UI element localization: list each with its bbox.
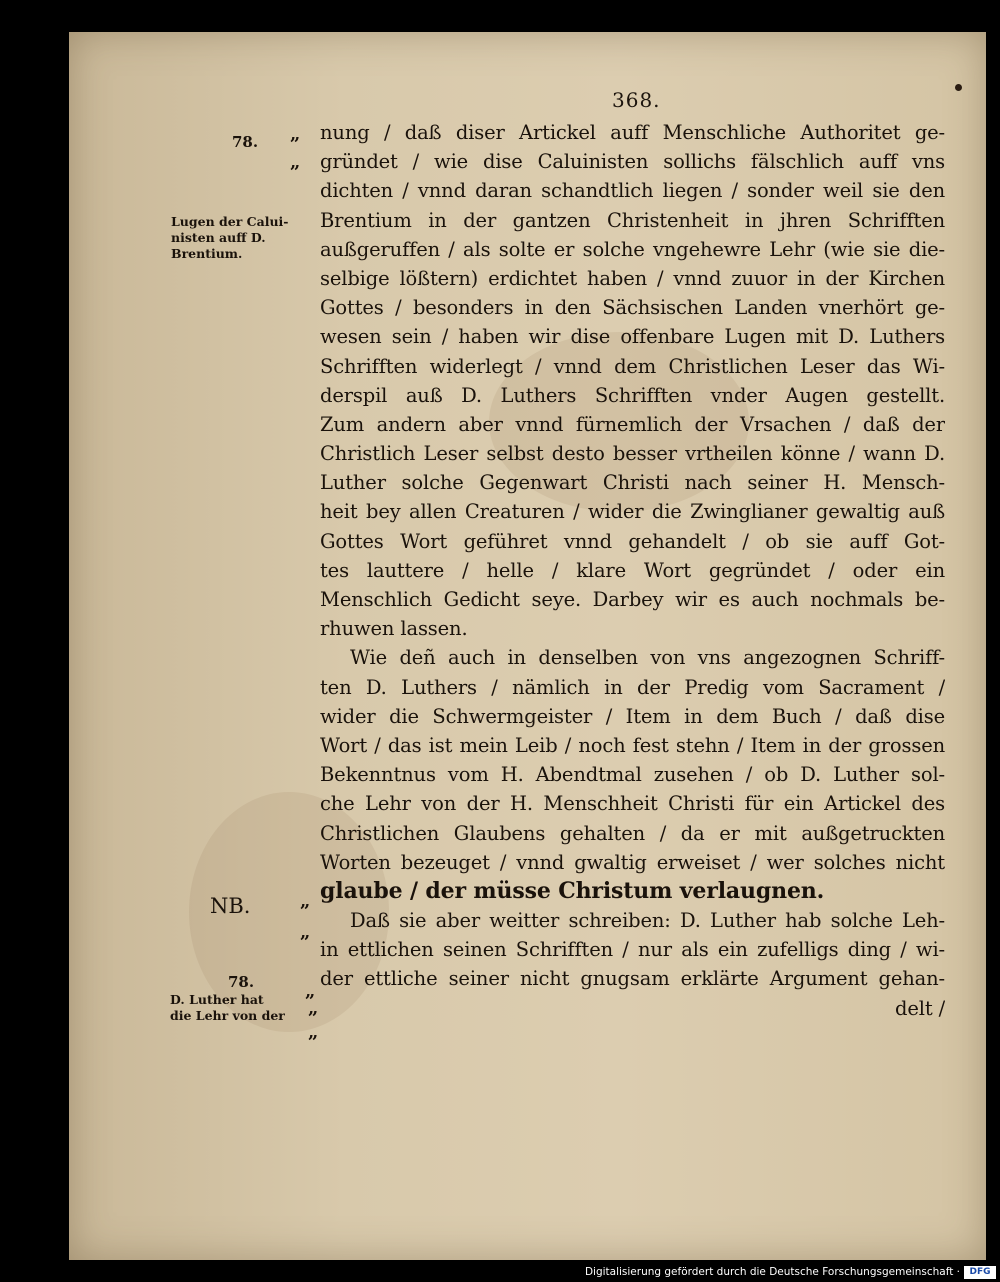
quote-mark: „ (300, 922, 310, 943)
text-line: Daß sie aber weitter schreiben: D. Luther hab solche Leh- (350, 909, 945, 933)
quote-mark: „ (308, 1022, 318, 1043)
main-text (320, 118, 945, 1023)
footer-bar (0, 1264, 1000, 1282)
margin-note-line: Lugen der Calui- (171, 214, 289, 229)
margin-note-line: Brentium. (171, 246, 243, 261)
quote-mark: „ (308, 998, 318, 1019)
text-line: rhuwen lassen. (320, 617, 468, 641)
text-line: Gottes Wort geführet vnnd gehandelt / ob sie auff Got- (320, 529, 945, 553)
text-line: Gottes / besonders in den Sächsischen Landen vnerhört ge- (320, 296, 945, 320)
text-line: nung / daß diser Artickel auff Menschliche Authoritet ge- (320, 121, 945, 144)
text-line: tes lauttere / helle / klare Wort gegründet / oder ein (320, 558, 945, 582)
margin-note-number: 78. (228, 973, 255, 991)
text-line: heit bey allen Creaturen / wider die Zwinglianer gewaltig auß (320, 500, 945, 524)
text-line: ten D. Luthers / nämlich in der Predig vom Sacrament / (320, 675, 945, 699)
margin-note-number: 78. (232, 133, 259, 151)
quote-mark: „ (290, 124, 300, 145)
quote-mark: „ (300, 891, 310, 912)
text-line: Wie deñ auch in denselben von vns angezognen Schriff- (350, 646, 945, 670)
margin-note-line: nisten auff D. (171, 230, 266, 245)
text-line: delt / (895, 996, 945, 1020)
text-line: Brentium in der gantzen Christenheit in jhren Schrifften (320, 208, 945, 232)
text-line: in ettlichen seinen Schrifften / nur als ein zufelligs ding / wi- (320, 938, 945, 962)
margin-note-line: D. Luther hat (170, 992, 264, 1007)
text-line: Zum andern aber vnnd fürnemlich der Vrsachen / daß der (320, 412, 945, 436)
text-line: Christlich Leser selbst desto besser vrtheilen könne / wann D. (320, 442, 945, 466)
text-line: gründet / wie dise Caluinisten sollichs fälschlich auff vns (320, 150, 945, 174)
text-line: Bekenntnus vom H. Abendtmal zusehen / ob D. Luther sol- (320, 763, 945, 787)
ink-dot (955, 84, 962, 91)
text-line: Wort / das ist mein Leib / noch fest stehn / Item in der grossen (320, 733, 945, 757)
text-line: außgeruffen / als solte er solche vngehewre Lehr (wie sie die- (320, 237, 945, 261)
text-line: selbige lößtern) erdichtet haben / vnnd zuuor in der Kirchen (320, 266, 945, 290)
funding-notice: Digitalisierung gefördert durch die Deutsche Forschungsgemeinschaft · (584, 1266, 960, 1278)
text-line: derspil auß D. Luthers Schrifften vnder Augen gestellt. (320, 383, 945, 407)
margin-note (170, 992, 285, 1024)
nota-bene-mark: NB. (210, 894, 251, 918)
text-line: Menschlich Gedicht seye. Darbey wir es auch nochmals be- (320, 588, 945, 611)
text-line: Schrifften widerlegt / vnnd dem Christlichen Leser das Wi- (320, 354, 945, 378)
text-line: wesen sein / haben wir dise offenbare Lugen mit D. Luthers (320, 325, 945, 349)
text-line: Christlichen Glaubens gehalten / da er mit außgetruckten (320, 821, 945, 845)
text-line: wider die Schwermgeister / Item in dem Buch / daß dise (320, 704, 945, 728)
margin-note-line: die Lehr von der (170, 1008, 285, 1023)
page-number: 368. (612, 88, 661, 112)
text-line: Luther solche Gegenwart Christi nach seiner H. Mensch- (320, 471, 945, 495)
text-line: dichten / vnnd daran schandtlich liegen / sonder weil sie den (320, 179, 945, 203)
dfg-logo: DFG (964, 1266, 996, 1279)
text-line: Worten bezeuget / vnnd gwaltig erweiset / wer solches nicht (320, 850, 945, 874)
text-line: che Lehr von der H. Menschheit Christi für ein Artickel des (320, 792, 945, 816)
quote-mark: „ (290, 152, 300, 173)
margin-note (171, 214, 288, 262)
quote-mark: „ (305, 981, 315, 1002)
text-line: glaube / der müsse Christum verlaugnen. (320, 877, 825, 904)
text-line: der ettliche seiner nicht gnugsam erklärte Argument gehan- (320, 967, 945, 991)
